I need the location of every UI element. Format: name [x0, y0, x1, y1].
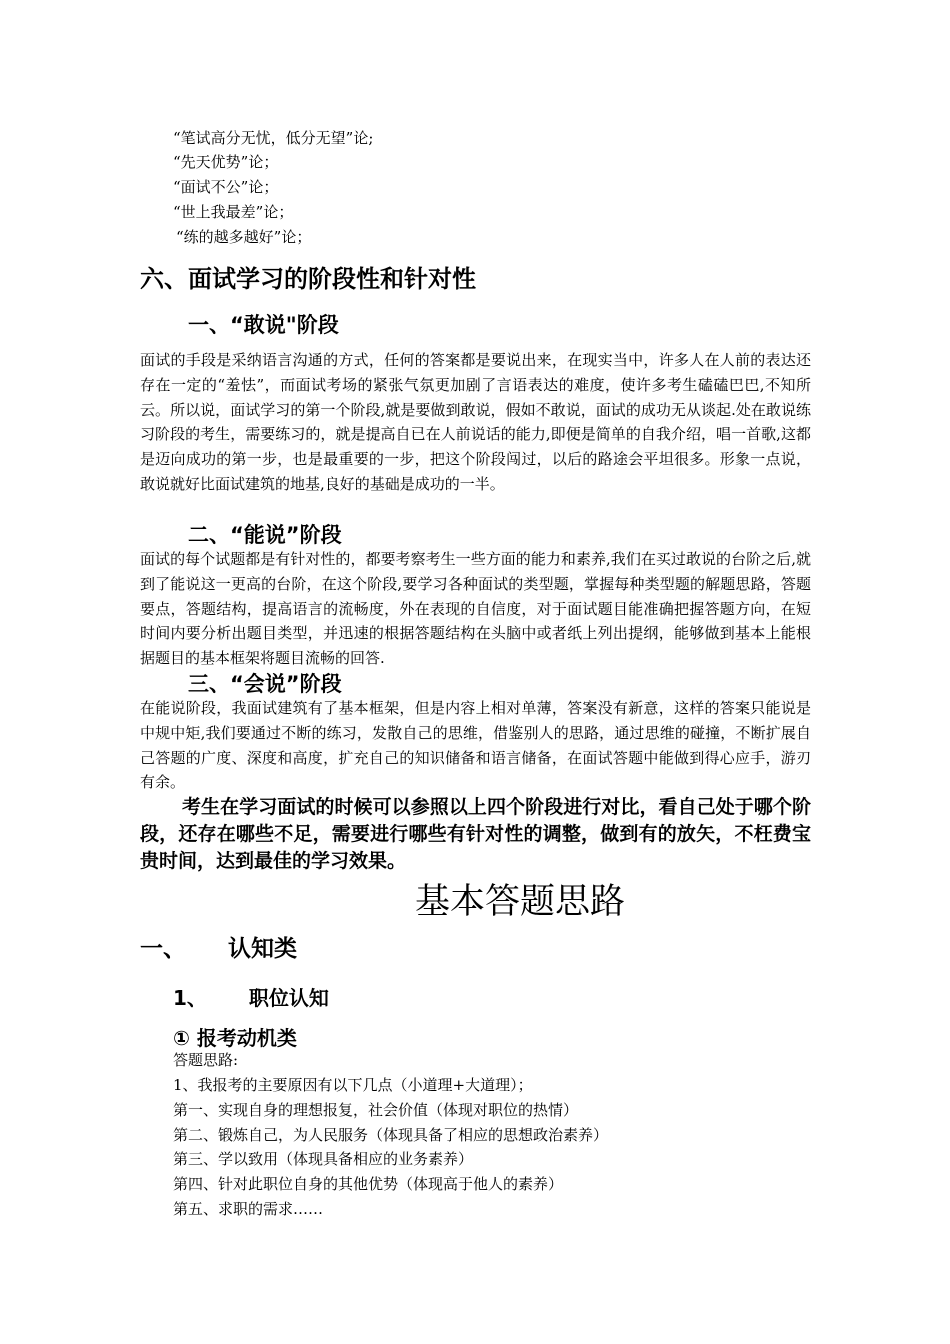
category-label: 认知类: [228, 936, 297, 962]
stage-heading: 二、“能说”阶段: [188, 523, 342, 547]
item-number: 1、: [173, 986, 207, 1010]
quote-line: “世上我最差”论；: [173, 203, 294, 221]
stage-heading: 三、“会说”阶段: [188, 672, 342, 696]
stage-paragraph: 面试的每个试题都是有针对性的，都要考察考生一些方面的能力和素养,我们在买过敢说的台阶之后,就到了能说这一更高的台阶，在这个阶段,要学习各种面试的类型题，掌握每种类型题的解题思路，答题要点，答题结构，提高语言的流畅度，外在表现的自信度，对于面试题目能准确把握答题方向，在短时间内要分析出题目类型，并迅速的根据答题结构在头脑中或者纸上列出提纲，能够做到基本上能根据题目的基本框架将题目流畅的回答.: [140, 550, 811, 668]
answer-line: 答题思路:: [173, 1051, 239, 1069]
quote-line: “面试不公”论；: [173, 178, 279, 196]
quote-line: “笔试高分无忧，低分无望”论;: [173, 129, 374, 147]
answer-line: 第二、锻炼自己，为人民服务（体现具备了相应的思想政治素养）: [173, 1126, 609, 1144]
stage-paragraph: 在能说阶段，我面试建筑有了基本框架，但是内容上相对单薄，答案没有新意，这样的答案只能说是中规中矩,我们要通过不断的练习，发散自己的思维，借鉴别人的思路，通过思维的碰撞，不断扩展自己答题的广度、深度和高度，扩充自己的知识储备和语言储备，在面试答题中能做到得心应手，游刃有余。: [140, 699, 811, 792]
summary-paragraph: 考生在学习面试的时候可以参照以上四个阶段进行对比，看自己处于哪个阶段，还存在哪些不足，需要进行哪些有针对性的调整，做到有的放矢，不枉费宝贵时间，达到最佳的学习效果。: [140, 796, 811, 872]
item-label: 职位认知: [248, 986, 329, 1010]
stage-paragraph: 面试的手段是采纳语言沟通的方式，任何的答案都是要说出来，在现实当中，许多人在人前的表达还存在一定的“羞怯”，而面试考场的紧张气氛更加剧了言语表达的难度，使许多考生磕磕巴巴,不知所云。所以说，面试学习的第一个阶段,就是要做到敢说，假如不敢说，面试的成功无从谈起.处在敢说练习阶段的考生，需要练习的，就是提高自已在人前说话的能力,即便是简单的自我介绍，唱一首歌,这都是迈向成功的第一步，也是最重要的一步，把这个阶段闯过，以后的路途会平坦很多。形象一点说，敢说就好比面试建筑的地基,良好的基础是成功的一半。: [140, 351, 811, 493]
item-heading: [173, 982, 329, 1011]
answer-line: 第五、求职的需求……: [173, 1200, 324, 1218]
category-heading: [140, 930, 297, 963]
answer-line: 第一、实现自身的理想报复，社会价值（体现对职位的热情）: [173, 1101, 579, 1119]
answer-line: 第三、学以致用（体现具备相应的业务素养）: [173, 1150, 474, 1168]
answer-line: 第四、针对此职位自身的其他优势（体现高于他人的素养）: [173, 1175, 564, 1193]
category-number: 一、: [140, 936, 186, 962]
quote-line: “练的越多越好”论；: [176, 228, 312, 246]
stage-heading: 一、“敢说"阶段: [188, 313, 339, 337]
quote-line: “先天优势”论；: [173, 153, 279, 171]
big-title: 基本答题思路: [414, 882, 625, 922]
section-heading: 六、面试学习的阶段性和针对性: [140, 265, 476, 293]
subheading: ① 报考动机类: [173, 1026, 297, 1050]
answer-line: 1、我报考的主要原因有以下几点（小道理+大道理）；: [173, 1076, 533, 1094]
